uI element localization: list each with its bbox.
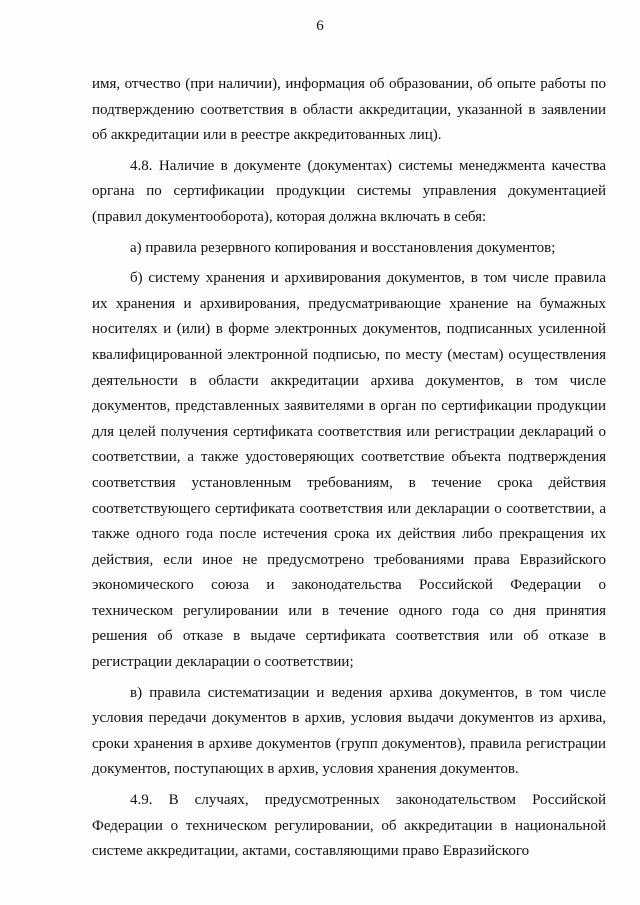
document-body <box>92 72 606 870</box>
paragraph-4-8-a: а) правила резервного копирования и восстановления документов; <box>130 239 556 256</box>
paragraph-continuation: имя, отчество (при наличии), информация об образовании, об опыте работы по подтверждению соответствия в области аккредитации, указанной в заявлении об аккредитации или в реестре аккредитованных лиц). <box>92 76 606 144</box>
paragraph-4-8-v: в) правила систематизации и ведения архива документов, в том числе условия передачи документов в архив, условия выдачи документов из архива, сроки хранения в архиве документов (групп документов), правила регистрации документов, поступающих в архив, условия хранения документов. <box>92 684 606 778</box>
paragraph-4-9: 4.9. В случаях, предусмотренных законодательством Российской Федерации о техническом регулировании, об аккредитации в национальной системе аккредитации, актами, составляющими право Евразийского <box>92 792 606 860</box>
page-number: 6 <box>316 18 324 34</box>
paragraph-4-8: 4.8. Наличие в документе (документах) системы менеджмента качества органа по сертификации продукции системы управления документацией (правил документооборота), которая должна включать в себя: <box>92 157 606 225</box>
paragraph-4-8-b: б) систему хранения и архивирования документов, в том числе правила их хранения и архивирования, предусматривающие хранение на бумажных носителях и (или) в форме электронных документов, подписанных усиленной квалифицированной электронной подписью, по месту (местам) осуществления деятельности в области аккредитации архива документов, в том числе документов, представленных заявителями в орган по сертификации продукции для целей получения сертификата соответствия или регистрации деклараций о соответствии, а также удостоверяющих соответствие объекта подтверждения соответствия установленным требованиям, в течение срока действия соответствующего сертификата соответствия или декларации о соответствии, а также одного года после истечения срока их действия либо прекращения их действия, если иное не предусмотрено требованиями права Евразийского экономического союза и законодательства Российской Федерации о техническом регулировании или в течение одного года со дня принятия решения об отказе в выдаче сертификата соответствия или об отказе в регистрации декларации о соответствии; <box>92 270 606 671</box>
